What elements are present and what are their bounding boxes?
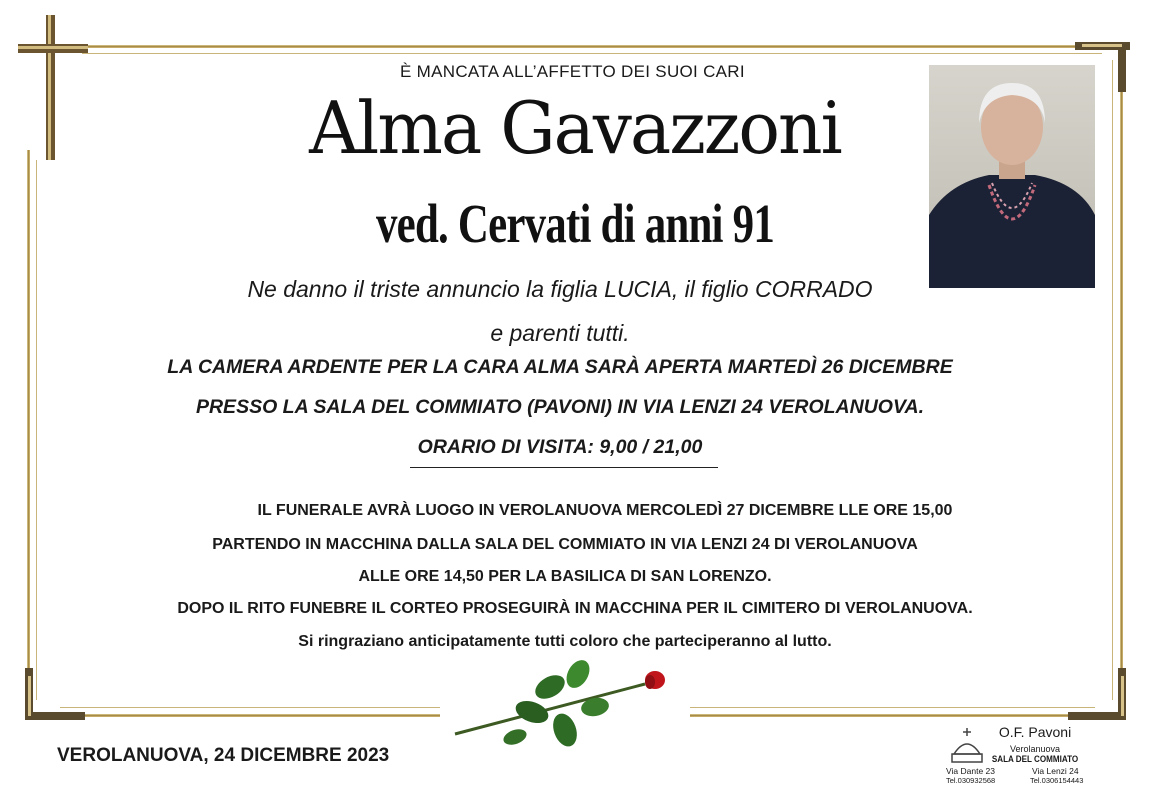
divider xyxy=(410,467,718,468)
deceased-name: Alma Gavazzoni xyxy=(309,86,841,170)
agency-address-2: Via Lenzi 24 xyxy=(1032,766,1079,776)
funeral-line: IL FUNERALE AVRÀ LUOGO IN VEROLANUOVA MERCOLEDÌ 27 DICEMBRE LLE ORE 15,00 xyxy=(257,502,953,519)
rose-icon xyxy=(450,652,680,752)
announcement-line-2: e parenti tutti. xyxy=(490,320,630,346)
funeral-line: ALLE ORE 14,50 PER LA BASILICA DI SAN LORENZO. xyxy=(358,568,772,585)
thanks-line: Si ringraziano anticipatamente tutti coloro che parteciperanno al lutto. xyxy=(298,633,832,650)
camera-ardente-line-2: PRESSO LA SALA DEL COMMIATO (PAVONI) IN VIA LENZI 24 VEROLANUOVA. xyxy=(195,396,925,418)
agency-address-1: Via Dante 23 xyxy=(946,766,995,776)
camera-ardente-line-1: LA CAMERA ARDENTE PER LA CARA ALMA SARÀ APERTA MARTEDÌ 26 DICEMBRE xyxy=(167,356,953,378)
announcement-line-1: Ne danno il triste annuncio la figlia LUCIA, il figlio CORRADO xyxy=(247,276,873,302)
church-logo-icon xyxy=(944,724,990,768)
place-date: VEROLANUOVA, 24 DICEMBRE 2023 xyxy=(57,745,390,766)
funeral-line: DOPO IL RITO FUNEBRE IL CORTEO PROSEGUIRÀ IN MACCHINA PER IL CIMITERO DI VEROLANUOVA. xyxy=(177,600,973,617)
cross-icon xyxy=(18,15,88,160)
visiting-hours: ORARIO DI VISITA: 9,00 / 21,00 xyxy=(417,436,703,458)
intro-line: È MANCATA ALL’AFFETTO DEI SUOI CARI xyxy=(400,62,745,81)
agency-city: Verolanuova xyxy=(1009,744,1061,754)
deceased-subtitle: ved. Cervati di anni 91 xyxy=(376,193,774,254)
agency-tel-2: Tel.0306154443 xyxy=(1030,776,1084,785)
agency-sala: SALA DEL COMMIATO xyxy=(991,754,1079,765)
portrait-photo xyxy=(929,65,1095,288)
agency-tel-1: Tel.030932568 xyxy=(946,776,996,785)
funeral-line: PARTENDO IN MACCHINA DALLA SALA DEL COMMIATO IN VIA LENZI 24 DI VEROLANUOVA xyxy=(212,536,918,553)
agency-name: O.F. Pavoni xyxy=(998,724,1072,740)
